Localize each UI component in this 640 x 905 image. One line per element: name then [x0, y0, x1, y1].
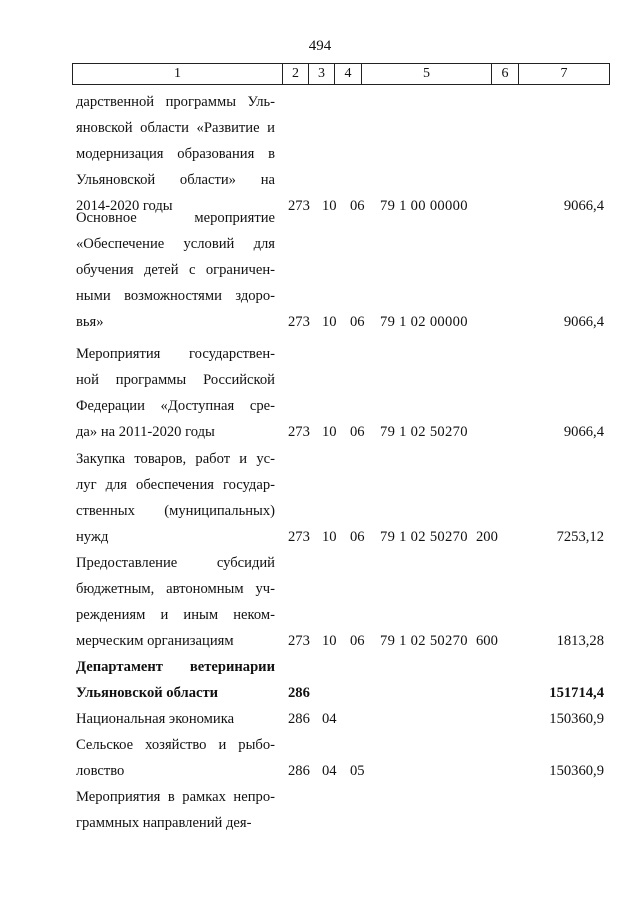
description-line: граммных направлений дея-	[76, 815, 252, 832]
cell-csr: 79 1 02 50270	[380, 529, 468, 546]
row-description	[76, 446, 275, 550]
description-line: ловство	[76, 763, 125, 780]
row-description	[76, 341, 275, 445]
cell-amount: 9066,4	[563, 314, 604, 331]
row-description	[76, 732, 275, 784]
cell-rz: 04	[322, 711, 337, 727]
header-col-3: 3	[309, 64, 335, 84]
description-line: Национальная экономика	[76, 711, 235, 727]
row-description	[76, 784, 275, 836]
cell-rz: 10	[322, 424, 337, 441]
cell-ved: 286	[288, 711, 310, 727]
description-line: дарственной программы Уль-	[76, 94, 275, 110]
cell-rz: 04	[322, 763, 337, 780]
description-line: обучения детей с ограничен-	[76, 262, 275, 279]
description-line: 2014-2020 годы	[76, 198, 173, 215]
header-col-1: 1	[73, 64, 283, 84]
cell-amount: 151714,4	[549, 685, 604, 702]
description-line: «Обеспечение условий для	[76, 236, 275, 253]
cell-csr: 79 1 00 00000	[380, 198, 468, 215]
cell-vr: 200	[476, 529, 498, 546]
cell-pr: 05	[350, 763, 365, 780]
description-line: да» на 2011-2020 годы	[76, 424, 215, 441]
description-line: луг для обеспечения государ-	[76, 477, 275, 494]
cell-amount: 150360,9	[549, 711, 604, 727]
description-line: реждениям и иным неком-	[76, 607, 275, 624]
description-line: вья»	[76, 314, 104, 331]
cell-csr: 79 1 02 50270	[380, 633, 468, 650]
description-line: Ульяновской области» на	[76, 172, 275, 189]
description-line: нужд	[76, 529, 109, 546]
description-line: Мероприятия государствен-	[76, 346, 275, 362]
description-line: мерческим организациям	[76, 633, 234, 650]
header-col-6: 6	[492, 64, 519, 84]
cell-amount: 1813,28	[556, 633, 604, 650]
cell-rz: 10	[322, 198, 337, 215]
cell-rz: 10	[322, 529, 337, 546]
description-line: модернизация образования в	[76, 146, 275, 163]
description-line: Сельское хозяйство и рыбо-	[76, 737, 275, 753]
header-col-5: 5	[362, 64, 492, 84]
description-line: Федерации «Доступная сре-	[76, 398, 275, 415]
description-line: яновской области «Развитие и	[76, 120, 275, 137]
cell-ved: 273	[288, 198, 310, 215]
description-line: Предоставление субсидий	[76, 555, 275, 571]
cell-pr: 06	[350, 198, 365, 215]
cell-pr: 06	[350, 529, 365, 546]
cell-ved: 286	[288, 685, 310, 702]
cell-pr: 06	[350, 424, 365, 441]
description-line: ственных (муниципальных)	[76, 503, 275, 520]
row-description	[76, 706, 275, 732]
cell-csr: 79 1 02 00000	[380, 314, 468, 331]
cell-amount: 9066,4	[563, 424, 604, 441]
cell-rz: 10	[322, 633, 337, 650]
cell-vr: 600	[476, 633, 498, 650]
row-description	[76, 654, 275, 706]
cell-ved: 273	[288, 314, 310, 331]
row-description	[76, 89, 275, 219]
description-line: бюджетным, автономным уч-	[76, 581, 275, 598]
header-col-7: 7	[560, 66, 568, 81]
description-line: Закупка товаров, работ и ус-	[76, 451, 275, 467]
description-line: Департамент ветеринарии	[76, 659, 275, 675]
description-line: ными возможностями здоро-	[76, 288, 275, 305]
row-description	[76, 550, 275, 654]
header-col-4: 4	[335, 64, 362, 84]
header-col-2: 2	[283, 64, 309, 84]
description-line: Основное мероприятие	[76, 210, 275, 226]
cell-pr: 06	[350, 314, 365, 331]
description-line: Мероприятия в рамках непро-	[76, 789, 275, 805]
cell-ved: 286	[288, 763, 310, 780]
cell-amount: 7253,12	[556, 529, 604, 546]
description-line: ной программы Российской	[76, 372, 275, 389]
description-line: Ульяновской области	[76, 685, 219, 702]
cell-ved: 273	[288, 424, 310, 441]
cell-ved: 273	[288, 633, 310, 650]
page-number: 494	[308, 38, 332, 54]
cell-amount: 150360,9	[549, 763, 604, 780]
row-description	[76, 205, 275, 335]
cell-rz: 10	[322, 314, 337, 331]
cell-pr: 06	[350, 633, 365, 650]
cell-ved: 273	[288, 529, 310, 546]
cell-csr: 79 1 02 50270	[380, 424, 468, 441]
cell-amount: 9066,4	[563, 198, 604, 215]
